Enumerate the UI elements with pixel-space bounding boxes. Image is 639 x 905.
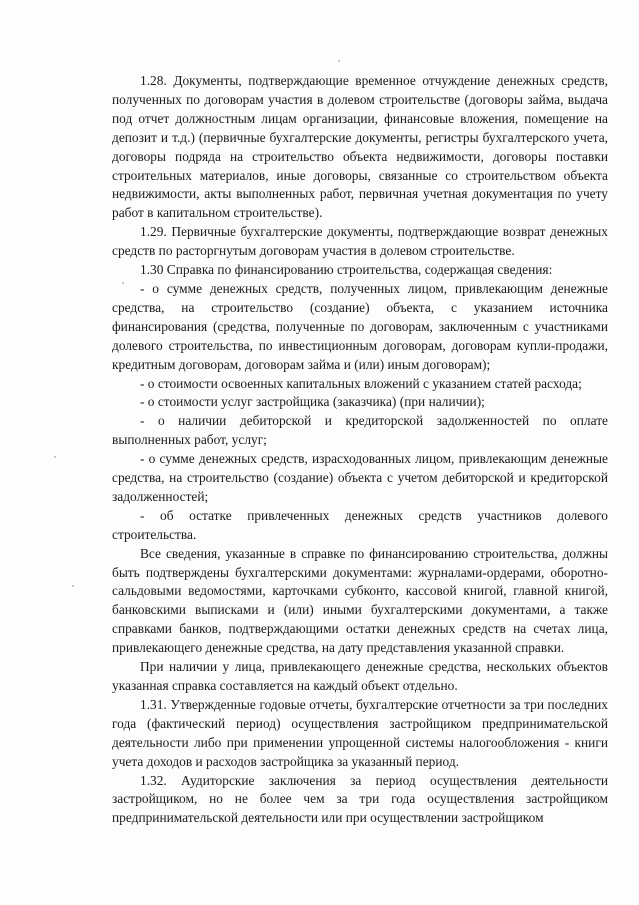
paragraph-1-32: 1.32. Аудиторские заключения за период осуществления деятельности застройщиком, но не более чем за три года осуществления застройщиком предпринимательской деятельности или при осуществлении застройщиком: [112, 772, 608, 826]
paragraph-1-31: 1.31. Утвержденные годовые отчеты, бухгалтерские отчетности за три последних года (фактический период) осуществления застройщиком предпринимательской деятельности либо при применении упрощенной системы налогообложения - книги учета доходов и расходов застройщика за указанный период.: [112, 696, 608, 769]
paragraph-multiple-objects: При наличии у лица, привлекающего денежные средства, нескольких объектов указанная справка составляется на каждый объект отдельно.: [112, 659, 608, 693]
scan-speck: [54, 456, 56, 458]
list-item-funds-spent: - о сумме денежных средств, израсходованных лицом, привлекающим денежные средства, на строительство (создание) объекта с учетом дебиторской и кредиторской задолженностей;: [112, 451, 608, 504]
paragraph-1-29: 1.29. Первичные бухгалтерские документы, подтверждающие возврат денежных средств по расторгнутым договорам участия в долевом строительстве.: [112, 224, 608, 259]
paragraph-1-30-heading: 1.30 Справка по финансированию строительства, содержащая сведения:: [140, 262, 553, 278]
paragraph-confirmation: Все сведения, указанные в справке по финансированию строительства, должны быть подтверждены бухгалтерскими документами: журналами-ордерами, оборотно-сальдовыми ведомостями, карточками субконто, кассовой книгой, главной книгой, банковскими выписками и (или) иными бухгалтерскими документами, а также справками банков, подтверждающими остатки денежных средств на счетах лица, привлекающего денежные средства, на дату представления указанной справки.: [112, 545, 608, 656]
list-item-capital-investment: - о стоимости освоенных капитальных вложений с указанием статей расхода;: [140, 375, 582, 391]
list-item-receivables-payables: - о наличии дебиторской и кредиторской задолженностей по оплате выполненных работ, услуг;: [112, 413, 608, 448]
list-item-funds-balance: - об остатке привлеченных денежных средств участников долевого строительства.: [112, 507, 608, 542]
document-body: [112, 72, 608, 828]
paragraph-1-28: 1.28. Документы, подтверждающие временное отчуждение денежных средств, полученных по договорам участия в долевом строительстве (договоры займа, выдача под отчет должностным лицам организации, финансовые вложения, помещение на депозит и т.д.) (первичные бухгалтерские документы, регистры бухгалтерского учета, договоры подряда на строительство объекта недвижимости, договоры поставки строительных материалов, иные договоры, связанные со строительством объекта недвижимости, акты выполненных работ, первичная учетная документация по учету работ в капитальном строительстве).: [112, 73, 608, 221]
scan-speck: [72, 585, 74, 587]
list-item-funds-received: - о сумме денежных средств, полученных лицом, привлекающим денежные средства, на строительство (создание) объекта, с указанием источника финансирования (средства, полученные по договорам, заключенным с участниками долевого строительства, по инвестиционным договорам, договорам купли-продажи, кредитным договорам, договорам займа и (или) иным договорам);: [112, 280, 608, 372]
scan-speck: [338, 60, 340, 62]
list-item-developer-services: - о стоимости услуг застройщика (заказчика) (при наличии);: [140, 394, 485, 410]
